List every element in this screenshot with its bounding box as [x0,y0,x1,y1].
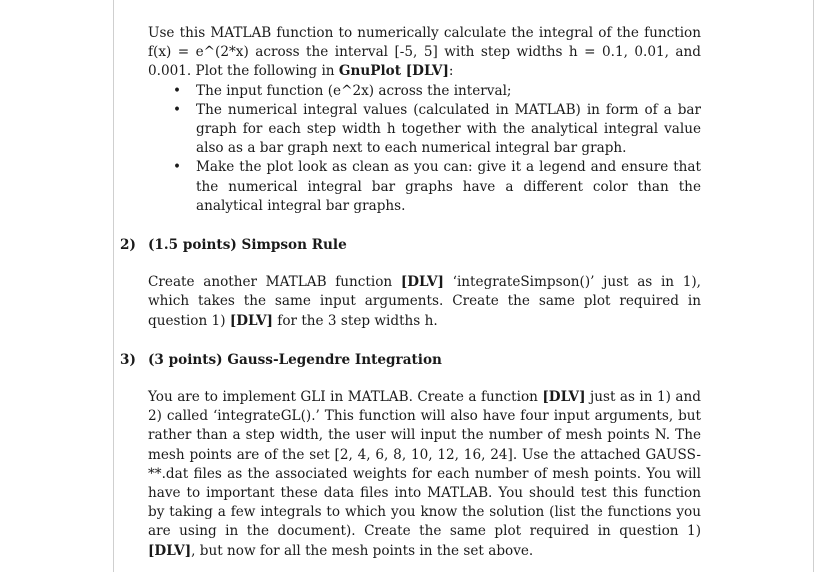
dlv-tag: [DLV] [229,312,273,329]
section-number: 3) [120,351,136,368]
dlv-tag: [DLV] [542,389,586,406]
paragraph-text: , but now for all the mesh points in the set above. [191,542,534,559]
section-2-heading [120,236,701,255]
intro-colon: : [448,63,454,80]
document-content [120,24,701,561]
plot-requirements-list [148,82,701,216]
page-margin-rule-right [813,0,814,572]
intro-paragraph [148,24,701,82]
paragraph-text: for the 3 step widths h. [272,312,438,329]
section-3-paragraph [148,388,701,561]
section-title: (1.5 points) Simpson Rule [148,237,347,254]
list-item: • The numerical integral values (calculated in MATLAB) in form of a bar graph for each step width h together with the analytical integral value also as a bar graph next to each numerical integral bar graph. [173,101,701,159]
section-2-paragraph [148,273,701,331]
section-3-heading [120,351,701,370]
dlv-tag: [DLV] [400,274,444,291]
gnuplot-tag: GnuPlot [DLV] [338,63,449,80]
paragraph-text: Create another MATLAB function [148,274,401,291]
list-item: • Make the plot look as clean as you can: give it a legend and ensure that the numerical integral bar graphs have a different color than the analytical integral bar graphs. [173,158,701,216]
section-title: (3 points) Gauss-Legendre Integration [148,351,442,368]
dlv-tag: [DLV] [148,542,192,559]
page-margin-rule-left [113,0,114,572]
paragraph-text: ‘integrateSimpson()’ just as in 1), which takes the same input arguments. Create the same plot required in question 1) [148,274,701,329]
intro-text: Use this MATLAB function to numerically calculate the integral of the function f(x) = e^(2*x) across the interval [-5, 5] with step widths h = 0.1, 0.01, and 0.001. Plot the following in [148,25,701,80]
paragraph-text: just as in 1) and 2) called ‘integrateGL().’ This function will also have four input arguments, but rather than a step width, the user will input the number of mesh points N. The mesh points are of the set [2, 4, 6, 8, 10, 12, 16, 24]. Use the attached GAUSS-**.dat files as the associated weights for each number of mesh points. You will have to important these data files into MATLAB. You should test this function by taking a few integrals to which you know the solution (list the functions you are using in the document). Create the same plot required in question 1) [148,389,701,540]
paragraph-text: You are to implement GLI in MATLAB. Create a function [148,389,543,406]
list-item: • The input function (e^2x) across the interval; [173,82,701,101]
section-number: 2) [120,237,136,254]
